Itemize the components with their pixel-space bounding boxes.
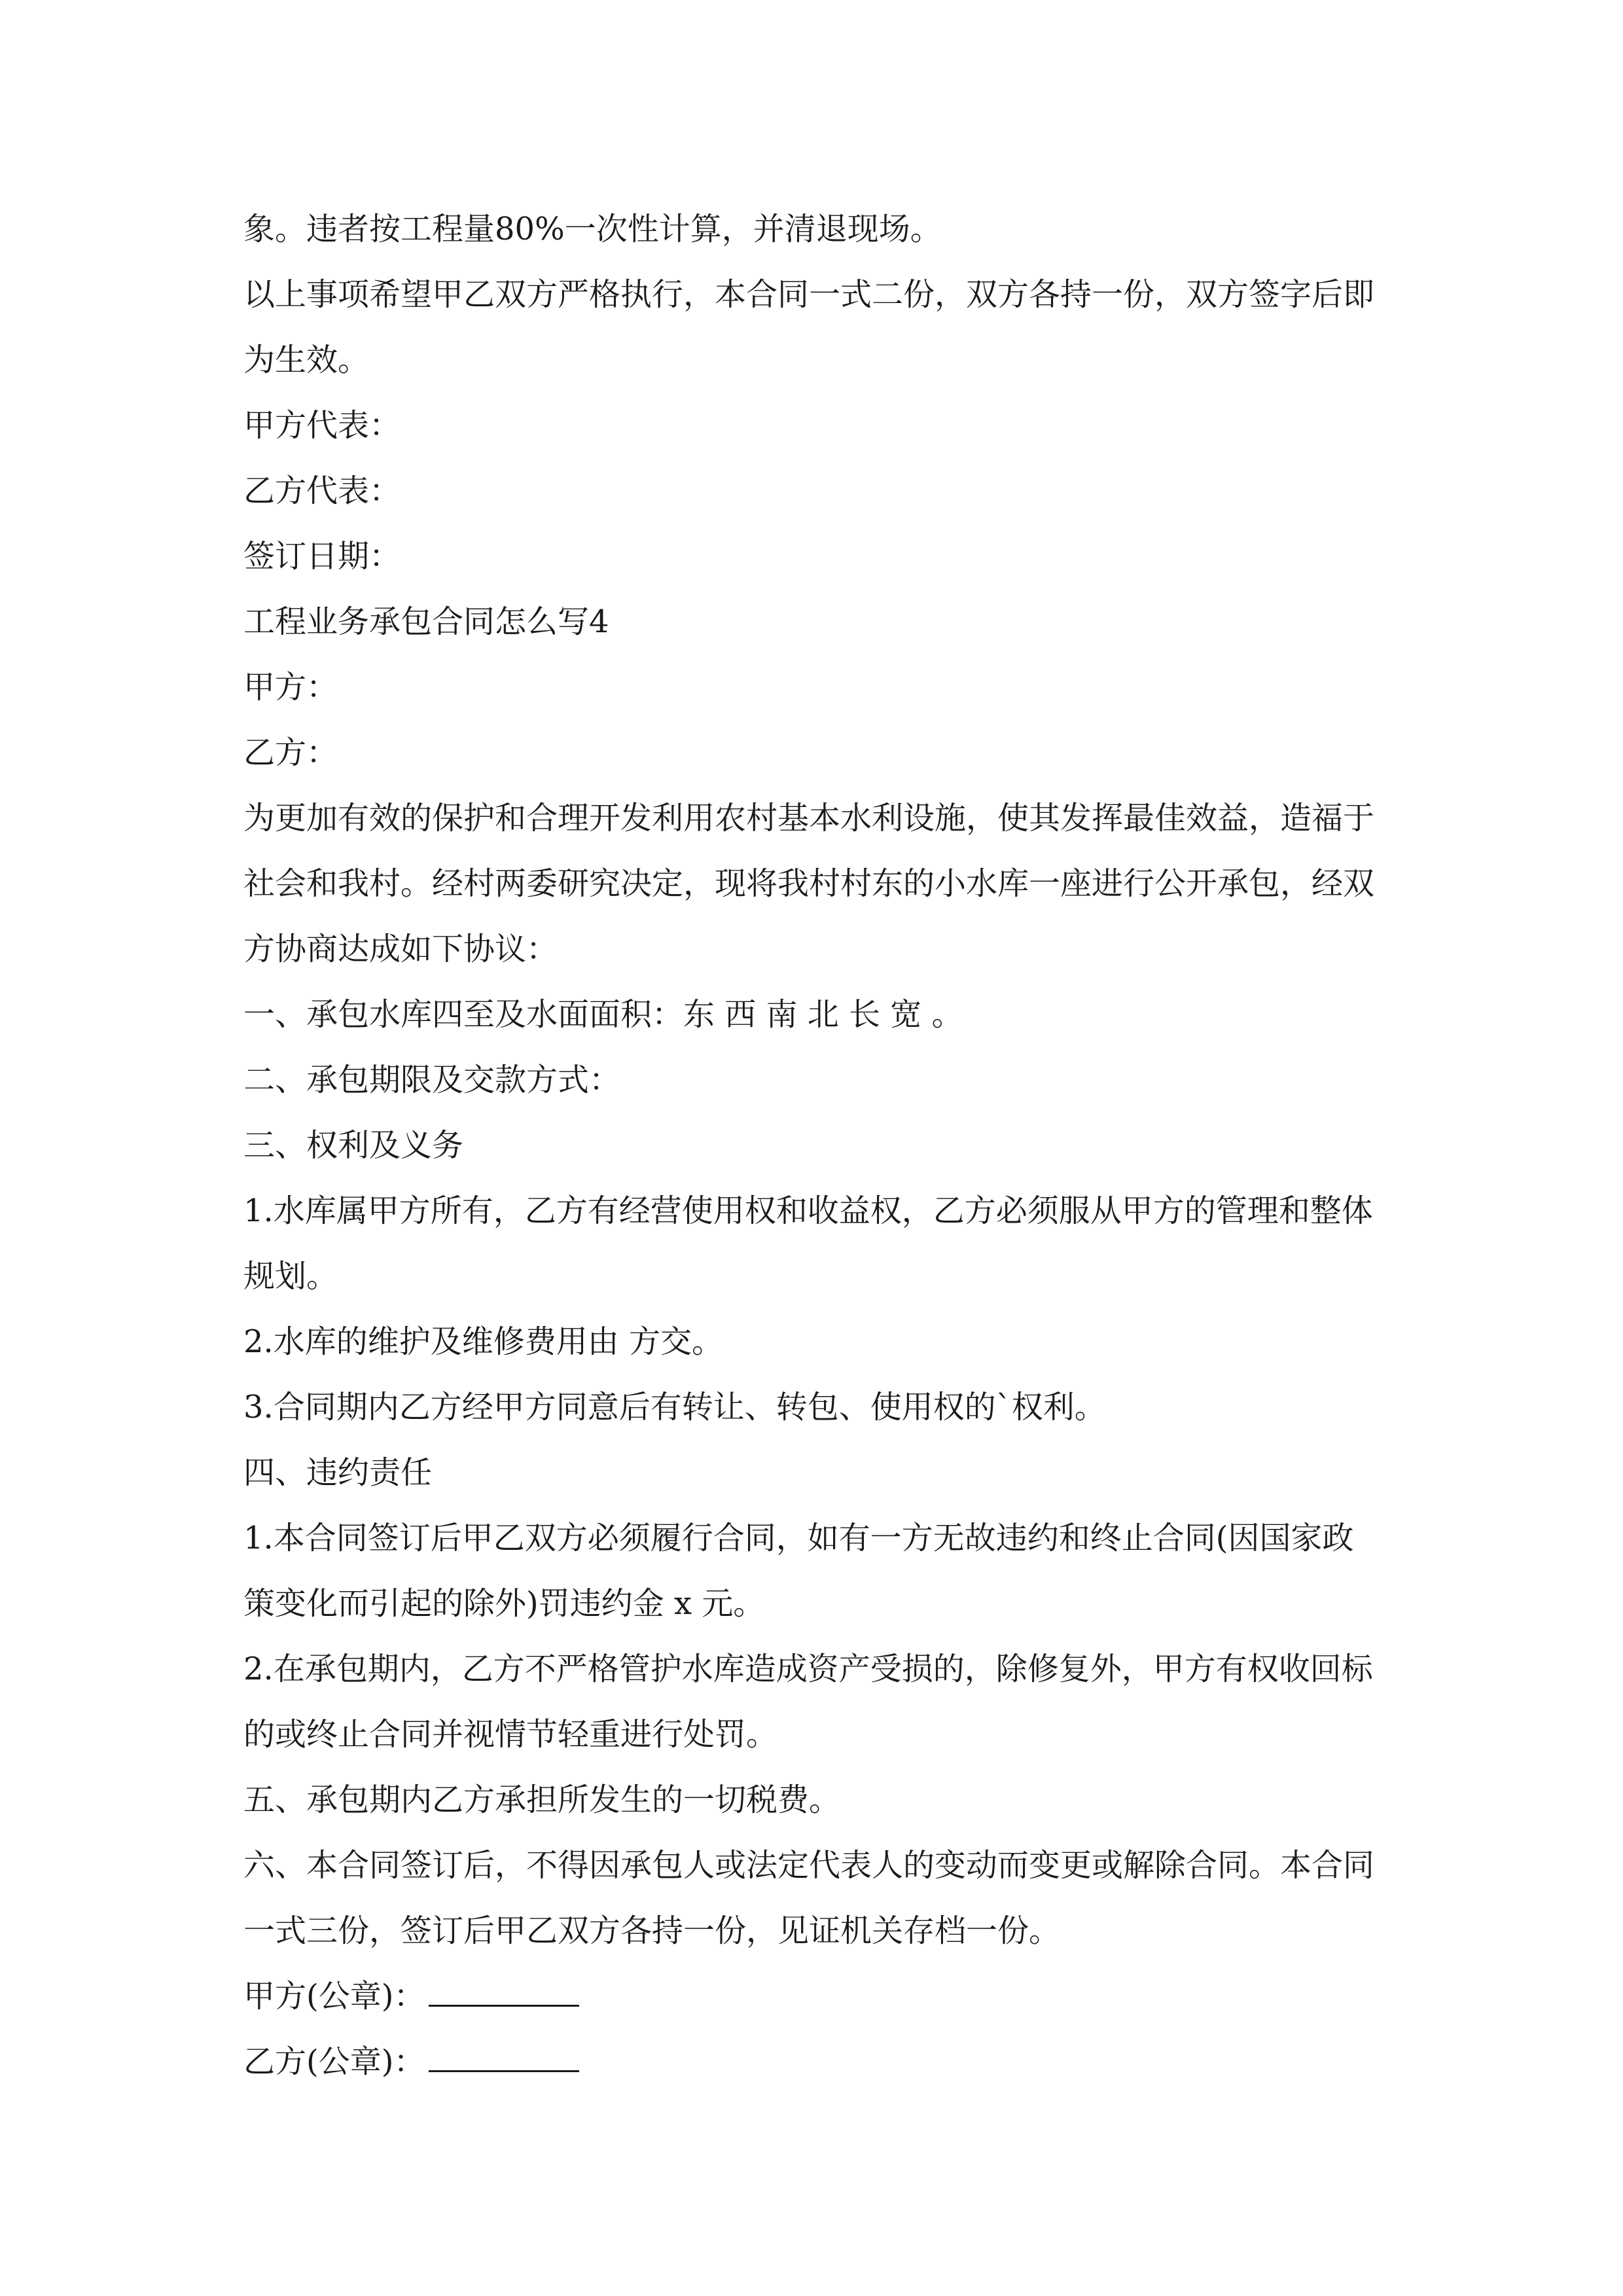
clause-1: 一、承包水库四至及水面面积：东 西 南 北 长 宽 。 (243, 996, 963, 1033)
signing-date: 签订日期： (243, 538, 401, 575)
party-b-seal-line (243, 2029, 1382, 2094)
clause-3-item-3: 3.合同期内乙方经甲方同意后有转让、转包、使用权的`权利。 (243, 1389, 1106, 1426)
clause-2: 二、承包期限及交款方式： (243, 1062, 621, 1098)
party-b: 乙方： (243, 734, 338, 771)
party-a-seal-line (243, 1964, 1382, 2029)
paragraph-continuation: 象。违者按工程量80%一次性计算，并清退现场。 (243, 211, 942, 247)
party-a-representative: 甲方代表： (243, 407, 401, 444)
party-a: 甲方： (243, 669, 338, 706)
clause-3-heading: 三、权利及义务 (243, 1127, 464, 1164)
clause-3-item-1: 1.水库属甲方所有，乙方有经营使用权和收益权，乙方必须服从甲方的管理和整体规划。 (243, 1193, 1373, 1295)
clause-6: 六、本合同签订后，不得因承包人或法定代表人的变动而变更或解除合同。本合同一式三份，签订后甲乙双方各持一份，见证机关存档一份。 (243, 1847, 1375, 1949)
section-title: 工程业务承包合同怎么写4 (243, 603, 609, 640)
clause-4-item-2: 2.在承包期内，乙方不严格管护水库造成资产受损的，除修复外，甲方有权收回标的或终止合同并视情节轻重进行处罚。 (243, 1651, 1373, 1753)
party-b-representative: 乙方代表： (243, 473, 401, 509)
party-a-seal-label: 甲方(公章)： (243, 1978, 425, 2015)
party-b-seal-label: 乙方(公章)： (243, 2043, 425, 2080)
document-body (243, 196, 1382, 2094)
clause-3-item-2: 2.水库的维护及维修费用由 方交。 (243, 1323, 724, 1360)
clause-5: 五、承包期内乙方承担所发生的一切税费。 (243, 1782, 841, 1818)
paragraph-execution-note: 以上事项希望甲乙双方严格执行，本合同一式二份，双方各持一份，双方签字后即为生效。 (243, 276, 1375, 378)
party-b-signature-blank (429, 2031, 579, 2072)
clause-4-item-1: 1.本合同签订后甲乙双方必须履行合同，如有一方无故违约和终止合同(因国家政策变化而引起的除外)罚违约金 x 元。 (243, 1520, 1354, 1622)
party-a-signature-blank (429, 1965, 579, 2007)
clause-4-heading: 四、违约责任 (243, 1454, 433, 1491)
paragraph-preamble: 为更加有效的保护和合理开发利用农村基本水利设施，使其发挥最佳效益，造福于社会和我村。经村两委研究决定，现将我村村东的小水库一座进行公开承包，经双方协商达成如下协议： (243, 800, 1375, 967)
